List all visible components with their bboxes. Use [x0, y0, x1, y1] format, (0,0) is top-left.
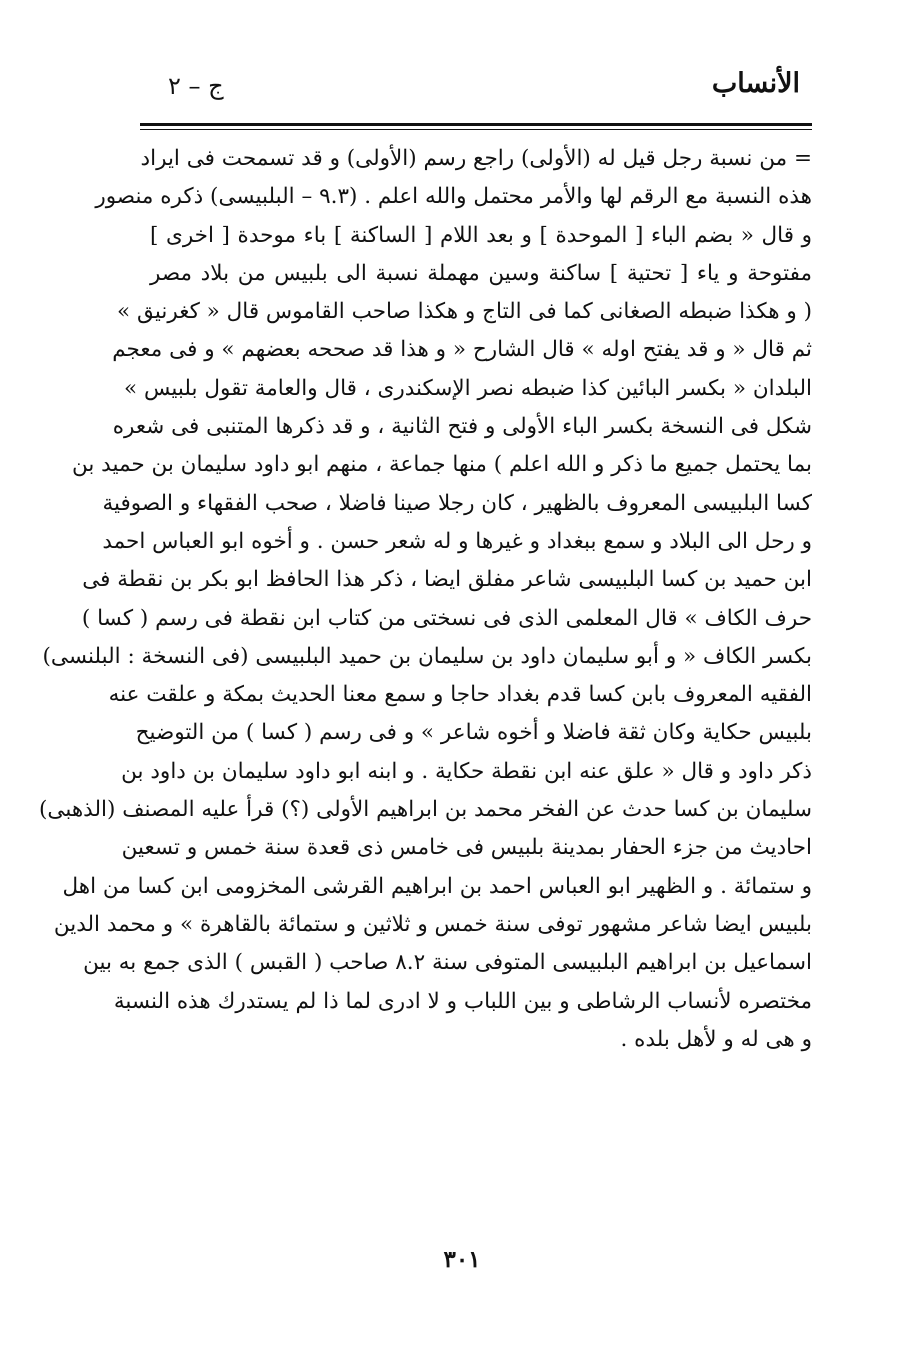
text-line: هذه النسبة مع الرقم لها والأمر محتمل والله اعلم . (٩.٣ – البلبيسى) ذكره منصور [95, 184, 812, 210]
text-line: ( و هكذا ضبطه الصغانى كما فى التاج و هكذا صاحب القاموس قال « كغرنيق » [116, 299, 812, 325]
text-line: احاديث من جزء الحفار بمدينة بلبيس فى خامس ذى قعدة سنة خمس و تسعين [121, 835, 812, 861]
text-line: شكل فى النسخة بكسر الباء الأولى و فتح الثانية ، و قد ذكرها المتنبى فى شعره [112, 414, 812, 440]
text-line: الفقيه المعروف بابن كسا قدم بغداد حاجا و سمع معنا الحديث بمكة و علقت عنه [108, 682, 812, 708]
header-rule-thick [140, 123, 812, 126]
text-line: = من نسبة رجل قيل له (الأولى) راجع رسم (الأولى) و قد تسمحت فى ايراد [140, 146, 812, 171]
text-line: و رحل الى البلاد و سمع ببغداد و غيرها و له شعر حسن . و أخوه ابو العباس احمد [102, 528, 812, 554]
text-line: البلدان « بكسر البائين كذا ضبطه نصر الإسكندرى ، قال والعامة تقول بلبيس » [124, 375, 812, 401]
text-line: و ستمائة . و الظهير ابو العباس احمد بن ابراهيم القرشى المخزومى ابن كسا من اهل [62, 873, 812, 899]
page-header [140, 68, 800, 116]
body-text [39, 140, 812, 1059]
running-title: الأنساب [711, 68, 800, 99]
text-line: كسا البلبيسى المعروف بالظهير ، كان رجلا صينا فاضلا ، صحب الفقهاء و الصوفية [102, 490, 812, 516]
volume-label: ج – ٢ [168, 72, 224, 100]
text-line: و قال « بضم الباء [ الموحدة ] و بعد اللام [ الساكنة ] باء موحدة [ اخرى ] [150, 222, 812, 248]
text-line-last: و هى له و لأهل بلده . [620, 1026, 812, 1052]
text-line: اسماعيل بن ابراهيم البلبيسى المتوفى سنة ٨.٢ صاحب ( القبس ) الذى جمع به بين [83, 950, 812, 976]
text-line: حرف الكاف » قال المعلمى الذى فى نسختى من كتاب ابن نقطة فى رسم ( كسا ) [81, 605, 812, 631]
text-line: مختصره لأنساب الرشاطى و بين اللباب و لا ادرى لما ذا لم يستدرك هذه النسبة [113, 988, 812, 1014]
text-line: ذكر داود و قال « علق عنه ابن نقطة حكاية . و ابنه ابو داود سليمان بن داود بن [121, 758, 812, 784]
text-line: بلبيس حكاية وكان ثقة فاضلا و أخوه شاعر » و فى رسم ( كسا ) من التوضيح [135, 720, 812, 746]
text-line: بكسر الكاف « و أبو سليمان داود بن سليمان بن حميد البلبيسى (فى النسخة : البلنسى) [42, 643, 812, 669]
page-number: ٣٠١ [443, 1246, 481, 1273]
text-line: بلبيس ايضا شاعر مشهور توفى سنة خمس و ثلاثين و ستمائة بالقاهرة » و محمد الدين [53, 911, 812, 937]
text-line: مفتوحة و ياء [ تحتية ] ساكنة وسين مهملة نسبة الى بلبيس من بلاد مصر [150, 260, 812, 286]
text-line: سليمان بن كسا حدث عن الفخر محمد بن ابراهيم الأولى (؟) قرأ عليه المصنف (الذهبى) [39, 797, 812, 823]
text-line: ثم قال « و قد يفتح اوله » قال الشارح « و هذا قد صححه بعضهم » و فى معجم [112, 337, 812, 363]
text-line: بما يحتمل جميع ما ذكر و الله اعلم ) منها جماعة ، منهم ابو داود سليمان بن حميد بن [71, 452, 812, 478]
text-line: ابن حميد بن كسا البلبيسى شاعر مفلق ايضا ، ذكر هذا الحافظ ابو بكر بن نقطة فى [82, 567, 812, 593]
header-rule-thin [140, 129, 812, 130]
